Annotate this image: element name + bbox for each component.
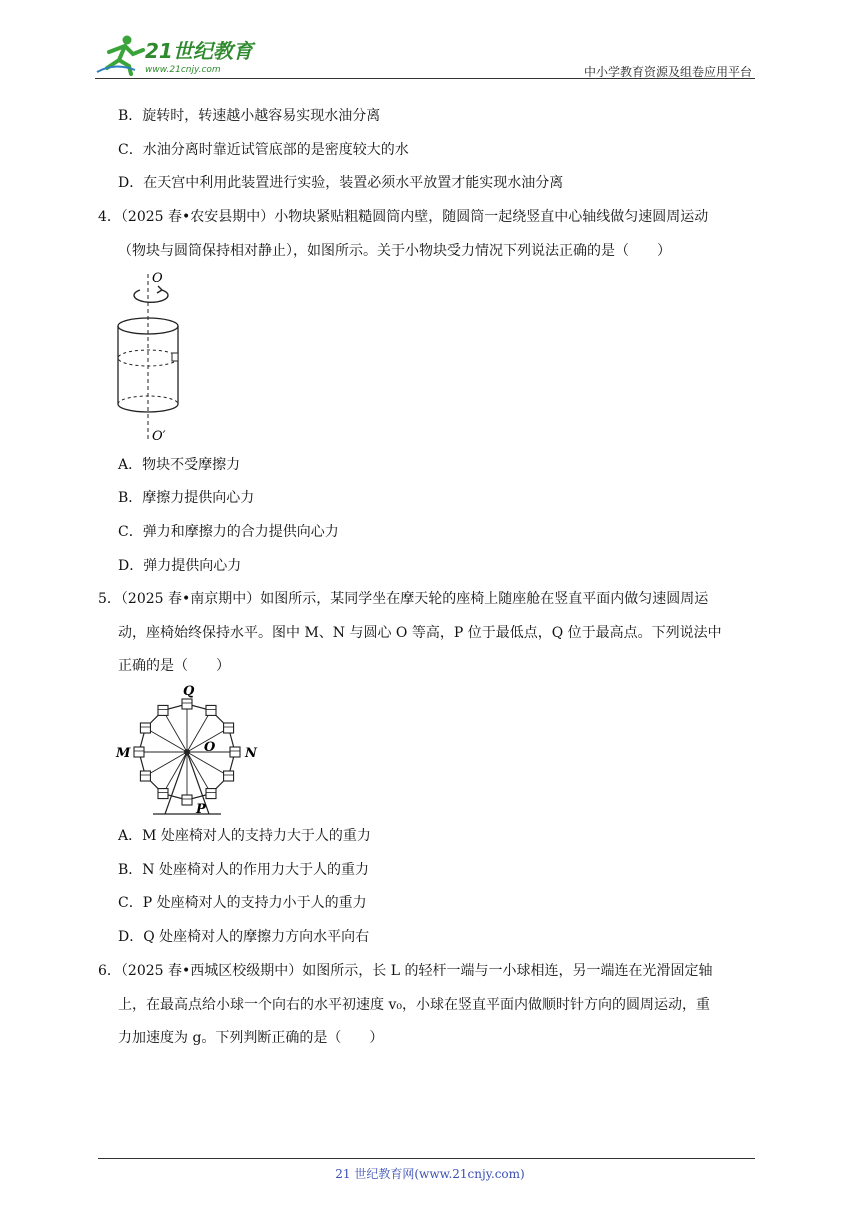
svg-text:O: O	[152, 271, 163, 286]
svg-text:21世纪教育: 21世纪教育	[145, 39, 253, 63]
q5-option-c: C．P 处座椅对人的支持力小于人的重力	[118, 895, 367, 911]
svg-text:Q: Q	[183, 684, 195, 699]
header-divider	[95, 78, 755, 79]
q5-stem-line1: 5．（2025 春•南京期中）如图所示，某同学坐在摩天轮的座椅上随座舱在竖直平面内做匀速圆周运	[98, 591, 709, 607]
q5-option-a: A．M 处座椅对人的支持力大于人的重力	[118, 828, 371, 844]
q3-option-b: B．旋转时，转速越小越容易实现水油分离	[118, 108, 381, 124]
q5-option-b: B．N 处座椅对人的作用力大于人的重力	[118, 862, 369, 878]
q4-stem-line1: 4．（2025 春•农安县期中）小物块紧贴粗糙圆筒内壁，随圆筒一起绕竖直中心轴线做匀速圆周运动	[98, 209, 709, 225]
page-header	[95, 30, 755, 80]
q5-stem-line2: 动，座椅始终保持水平。图中 M、N 与圆心 O 等高，P 位于最低点，Q 位于最高点。下列说法中	[118, 625, 722, 641]
q4-option-a: A．物块不受摩擦力	[118, 457, 241, 473]
q4-stem-line2: （物块与圆筒保持相对静止），如图所示。关于小物块受力情况下列说法正确的是（ ）	[118, 243, 671, 259]
svg-text:N: N	[245, 746, 257, 761]
footer-divider	[98, 1158, 755, 1159]
q4-option-c: C．弹力和摩擦力的合力提供向心力	[118, 524, 339, 540]
svg-text:P: P	[196, 802, 206, 817]
q4-option-d: D．弹力提供向心力	[118, 558, 242, 574]
logo	[95, 32, 265, 76]
q5-stem-line3: 正确的是（ ）	[118, 658, 230, 674]
platform-name: 中小学教育资源及组卷应用平台	[583, 65, 752, 79]
svg-text:O: O	[204, 740, 216, 755]
q6-stem-line2: 上，在最高点给小球一个向右的水平初速度 v₀，小球在竖直平面内做顺时针方向的圆周运动，重	[118, 997, 710, 1013]
q3-option-c: C．水油分离时靠近试管底部的是密度较大的水	[118, 142, 409, 158]
ferris-wheel-figure	[112, 683, 262, 818]
q6-stem-line3: 力加速度为 g。下列判断正确的是（ ）	[118, 1030, 384, 1046]
q6-stem-line1: 6．（2025 春•西城区校级期中）如图所示，长 L 的轻杆一端与一小球相连，另一端连在光滑固定轴	[98, 963, 713, 979]
q5-option-d: D．Q 处座椅对人的摩擦力方向水平向右	[118, 929, 370, 945]
cylinder-figure	[110, 268, 190, 446]
svg-text:O′: O′	[152, 429, 166, 444]
q4-option-b: B．摩擦力提供向心力	[118, 490, 255, 506]
svg-text:M: M	[116, 746, 131, 761]
footer-text: 21 世纪教育网(www.21cnjy.com)	[335, 1167, 525, 1181]
svg-text:www.21cnjy.com: www.21cnjy.com	[145, 65, 221, 75]
q3-option-d: D．在天宫中利用此装置进行实验，装置必须水平放置才能实现水油分离	[118, 175, 564, 191]
